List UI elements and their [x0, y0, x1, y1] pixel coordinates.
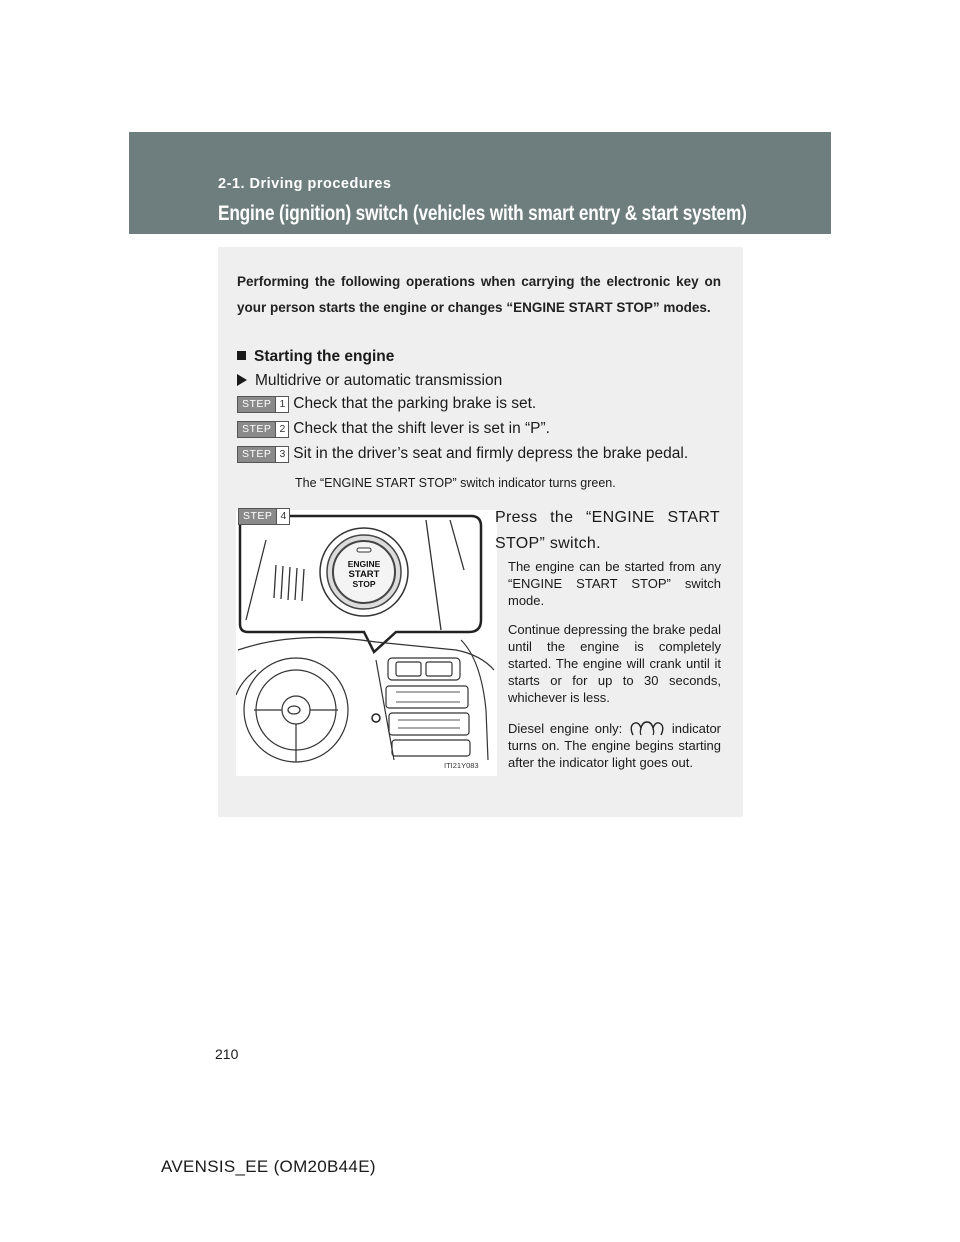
- variant-label: Multidrive or automatic transmission: [255, 372, 503, 389]
- step-badge: STEP 3: [237, 446, 289, 463]
- image-code: ITI21Y083: [444, 761, 479, 770]
- footer-code: AVENSIS_EE (OM20B44E): [161, 1157, 376, 1176]
- button-label-engine: ENGINE: [347, 559, 381, 569]
- subheading: [237, 348, 394, 366]
- button-label-stop: STOP: [352, 579, 376, 589]
- square-bullet-icon: [237, 351, 246, 360]
- button-label-start: START: [348, 569, 380, 580]
- page-number: 210: [215, 1046, 239, 1062]
- engine-switch-illustration: [236, 510, 497, 776]
- detail-paragraph-2: Continue depressing the brake pedal until the engine is completely started. The engine will crank until it starts or for up to 30 seconds, whichever is less.: [508, 622, 721, 705]
- section-header: [129, 132, 831, 234]
- step-text: Check that the parking brake is set.: [293, 395, 537, 412]
- step-text: Sit in the driver’s seat and firmly depress the brake pedal.: [293, 445, 689, 462]
- variant-line: [237, 372, 502, 390]
- detail-paragraph-1: The engine can be started from any “ENGINE START STOP” switch mode.: [508, 559, 721, 608]
- step-badge: STEP 1: [237, 396, 289, 413]
- step-1: [237, 395, 536, 413]
- step-2: [237, 420, 550, 438]
- intro-text: Performing the following operations when carrying the electronic key on your person starts the engine or changes “ENGINE START STOP” modes.: [237, 274, 721, 315]
- subheading-label: Starting the engine: [254, 348, 395, 365]
- step-3-note: The “ENGINE START STOP” switch indicator turns green.: [295, 476, 616, 490]
- glow-plug-indicator-icon: [628, 721, 666, 737]
- step-badge: STEP 2: [237, 421, 289, 438]
- dashboard-drawing: [236, 510, 497, 776]
- detail-paragraph-3: Diesel engine only: indicator turns on. The engine begins starting after the indicator light goes out.: [508, 721, 721, 770]
- triangle-bullet-icon: [237, 374, 247, 386]
- page-title: Engine (ignition) switch (vehicles with smart entry & start system): [218, 202, 747, 225]
- step-text: Check that the shift lever is set in “P”.: [293, 420, 550, 437]
- step-4-badge-holder: [238, 508, 294, 525]
- step-badge: STEP 4: [238, 508, 290, 525]
- step-3: [237, 445, 688, 463]
- content-panel: [218, 247, 743, 817]
- step-4-text: Press the “ENGINE START STOP” switch.: [495, 509, 720, 552]
- section-label: 2-1. Driving procedures: [218, 176, 392, 192]
